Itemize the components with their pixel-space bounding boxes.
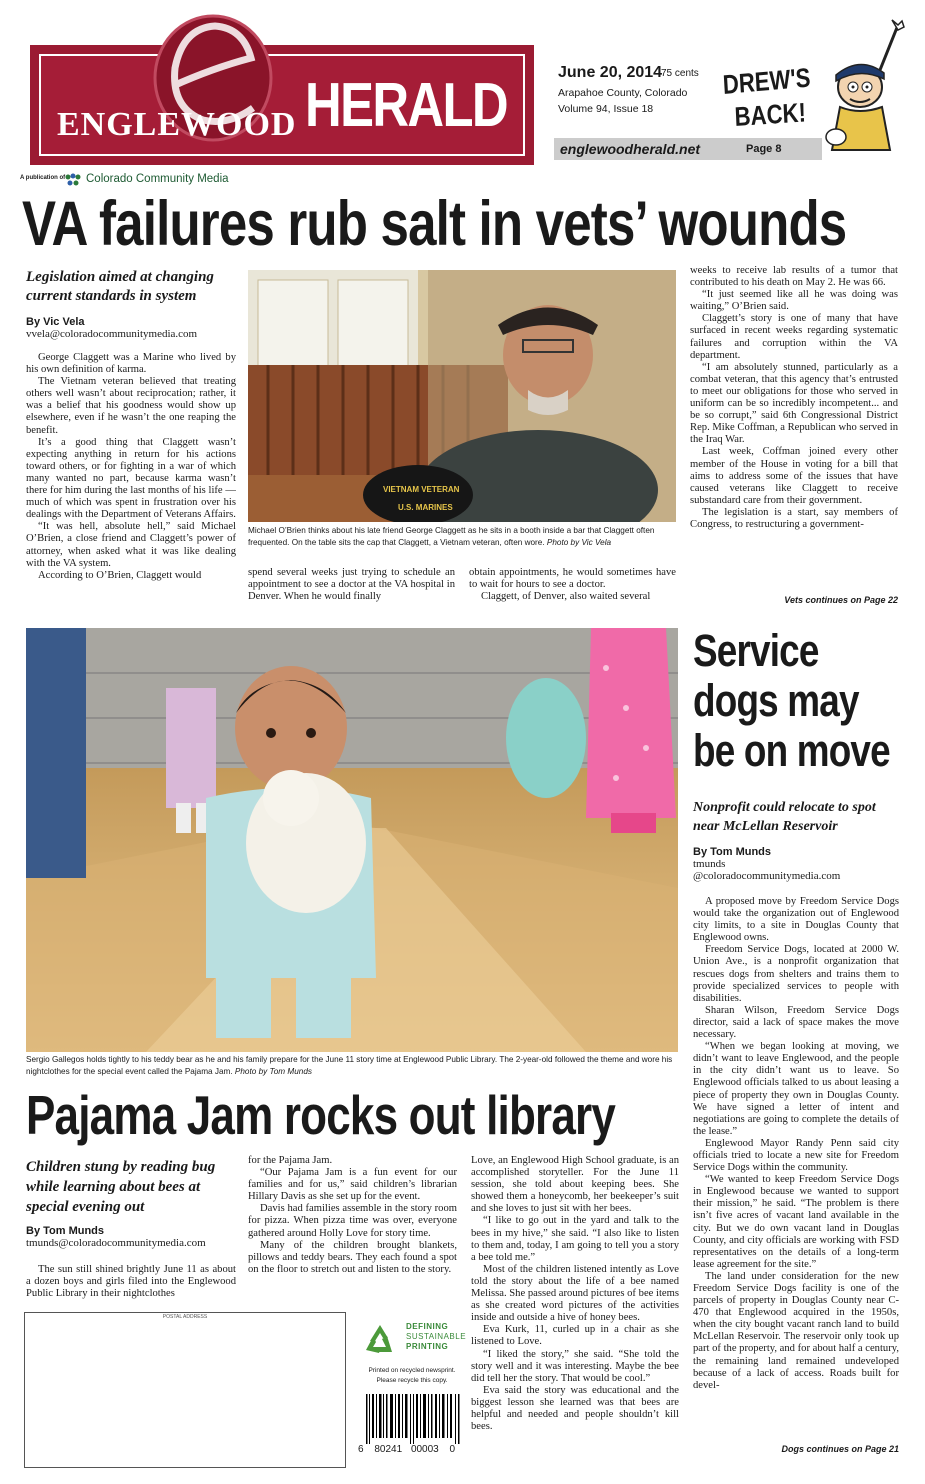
postal-address-box	[24, 1312, 346, 1468]
publisher-name: Colorado Community Media	[86, 173, 229, 185]
website-link[interactable]: englewoodherald.net	[560, 141, 701, 157]
sustain-line3: PRINTING	[406, 1342, 449, 1351]
lead-paragraph: obtain appointments, he would sometimes have to wait for hours to see a doctor.	[469, 567, 676, 591]
lead-paragraph: weeks to receive lab results of a tumor that contributed to his death on May 2. He was 66.	[690, 265, 898, 289]
ccm-logo-icon	[64, 173, 82, 187]
cap-text-1: VIETNAM VETERAN	[383, 485, 460, 494]
issue-price: 75 cents	[661, 68, 699, 79]
lead-paragraph: Claggett’s story is one of many that have surfaced in recent weeks regarding systematic failures and corruption within the VA department.	[690, 313, 898, 361]
pajama-paragraph: Love, an Englewood High School graduate, is an accomplished storyteller. For the June 11 session, she told about keeping bees. She showed them a honeycomb, her beekeeper’s suit and she loves to just sit with her bees.	[471, 1155, 679, 1215]
lead-paragraph: “It just seemed like all he was doing was waiting,” O’Brien said.	[690, 289, 898, 313]
cartoon-character-icon	[820, 15, 915, 155]
sustain-line2: SUSTAINABLE	[406, 1332, 467, 1341]
pajama-paragraph: Many of the children brought blankets, pillows and teddy bears. They each found a spot on the floor to stretch out and listen to the story.	[248, 1239, 457, 1275]
masthead-banner	[30, 45, 534, 165]
publication-of-label: A publication of	[20, 175, 66, 181]
lead-col4	[690, 265, 898, 577]
pajama-col2	[248, 1155, 457, 1305]
lead-photo-caption: Michael O’Brien thinks about his late friend George Claggett as he sits in a booth inside a bar that Claggett often frequented. On the table sits the cap that Claggett, a Vietnam veteran, often wore.	[248, 526, 655, 547]
lead-paragraph: The legislation is a start, say members of Congress, to restructuring a government-	[690, 506, 898, 530]
masthead-name-left: ENGLEWOOD	[57, 106, 297, 143]
pajama-paragraph: Davis had families assemble in the story room for pizza. When pizza time was over, everyone gathered around Holly Love for story time.	[248, 1203, 457, 1239]
lead-photo	[248, 270, 676, 522]
pajama-photo-credit: Photo by Tom Munds	[234, 1067, 312, 1076]
pajama-paragraph: Eva said the story was educational and the biggest lesson she learned was that bees are helpful and needed and people shouldn’t kill bees.	[471, 1384, 679, 1433]
lead-photo-credit: Photo by Vic Vela	[546, 538, 612, 547]
dogs-paragraph: Freedom Service Dogs, located at 2000 W. Union Ave., is a nonprofit organization that rescues dogs from shelters and trains them to provide specialized services to people with disabilities.	[693, 944, 899, 1004]
barcode	[366, 1394, 462, 1444]
pajama-deck: Children stung by reading bug while learning about bees at special evening out	[26, 1159, 216, 1215]
dogs-paragraph: Sharan Wilson, Freedom Service Dogs director, said a lack of space makes the move necessary.	[693, 1004, 899, 1041]
issue-location: Arapahoe County, Colorado	[558, 87, 688, 99]
recycled-line2: Please recycle this copy.	[376, 1377, 448, 1384]
lead-email[interactable]: vvela@coloradocommunitymedia.com	[26, 328, 198, 340]
lead-paragraph: George Claggett was a Marine who lived by his own definition of karma.	[26, 352, 236, 376]
dogs-paragraph: Englewood Mayor Randy Penn said city officials tried to locate a new site for Freedom Service Dogs within the community.	[693, 1137, 899, 1174]
lead-paragraph: “I am absolutely stunned, particularly as a combat veteran, that this agency that’s entrusted to meet our obligations for those who served in uniform can be so incredibly incompetent... and be so corrupt,” said 6th Congressional District Rep. Mike Coffman, a Republican who served in the Iraq War.	[690, 361, 898, 446]
lead-paragraph: Claggett, of Denver, also waited several	[481, 591, 651, 603]
pajama-col1	[26, 1264, 236, 1304]
recycle-icon	[362, 1322, 398, 1356]
dogs-paragraph: “When we began looking at moving, we didn’t want to leave Englewood, and the people in the city didn’t want us to leave. So Englewood officials talked to us about leasing a piece of property they own in Douglas County. We have signed a letter of intent and negotiations are going to complete the details of the lease.”	[693, 1041, 899, 1137]
promo-page: Page 8	[746, 143, 782, 155]
pajama-paragraph: “Our Pajama Jam is a fun event for our families and for us,” said children’s librarian Hillary Davis as she set up for the event.	[248, 1167, 457, 1203]
dogs-headline-line: be on move	[693, 725, 890, 776]
promo-line1: DREW'S	[722, 62, 812, 100]
barcode-mid1: 80241	[374, 1444, 403, 1455]
lead-col1	[26, 352, 236, 610]
dogs-paragraph: A proposed move by Freedom Service Dogs would take the organization out of Englewood city limits, to a site in Douglas County that Englewood owns.	[693, 896, 899, 944]
pajama-paragraph: “I like to go out in the yard and talk to the bees in my hive,” she said. “I also like to listen to them and, today, I am going to tell you a story a bee told me.”	[471, 1215, 679, 1263]
lead-deck: Legislation aimed at changing current standards in system	[26, 269, 214, 304]
website-bar[interactable]	[554, 138, 822, 160]
postal-address-label: POSTAL ADDRESS	[162, 1314, 208, 1320]
masthead-name-right: HERALD	[305, 71, 507, 140]
lead-col2	[248, 567, 455, 607]
pajama-col3	[471, 1155, 679, 1455]
sustain-line1: DEFINING	[406, 1322, 449, 1331]
lead-paragraph: The Vietnam veteran believed that treating others well wasn’t about reciprocation; rather, it was a belief that his goodness would show up elsewhere, even if he wasn’t the one reaping the benefit.	[26, 376, 236, 436]
lead-paragraph: spend several weeks just trying to schedule an appointment to see a doctor at the VA hospital in Denver. When he would finally	[248, 567, 455, 603]
lead-col3	[469, 567, 676, 607]
dogs-headline-line: Service	[693, 625, 819, 676]
dogs-body	[693, 896, 899, 1428]
promo-line2: BACK!	[734, 97, 807, 132]
pajama-paragraph: “I liked the story,” she said. “She told the story well and it was interesting. Maybe the bee did tell her the story. That would be cool.”	[471, 1348, 679, 1384]
pajama-photo-caption: Sergio Gallegos holds tightly to his teddy bear as he and his family prepare for the June 11 story time at Englewood Public Library. The 2-year-old followed the theme and wore his nightclothes for the special event called the Pajama Jam.	[26, 1055, 673, 1076]
dogs-deck: Nonprofit could relocate to spot near McLellan Reservoir	[693, 800, 876, 834]
dogs-email-line1: tmunds	[693, 858, 726, 870]
recycled-line1: Printed on recycled newsprint.	[368, 1367, 456, 1374]
barcode-left: 6	[358, 1444, 364, 1455]
pajama-paragraph: Eva Kurk, 11, curled up in a chair as she listened to Love.	[471, 1324, 679, 1348]
lead-byline: By Vic Vela	[26, 316, 85, 328]
lead-paragraph: It’s a good thing that Claggett wasn’t expecting anything in return for his actions toward others, or for fighting in a war of which many wanted no part, because karma wasn’t there for him during the last months of his life — much of which was spent in frustration over his dealings with the Department of Veterans Affairs.	[26, 436, 236, 521]
lead-headline: VA failures rub salt in vets’ wounds	[22, 189, 847, 259]
dogs-paragraph: The land under consideration for the new Freedom Service Dogs facility is one of the parcels of property in Douglas County near C-470 that Englewood acquired in the 1950s, when the city bought vacant ranch land to build McLellan Reservoir. The reservoir only took up part of the property, and for about half a century, the remaining land remained undeveloped because of a lack of access. Roads built for devel-	[693, 1270, 899, 1391]
dogs-paragraph: “We wanted to keep Freedom Service Dogs in Englewood because we wanted to support their mission,” he said. “The problem is there isn’t five acres of vacant land available in the city. But we do own vacant land in Douglas County, and city officials are working with FSD representatives on the details of a long-term lease agreement for the site.”	[693, 1174, 899, 1270]
lead-jump-line[interactable]: Vets continues on Page 22	[784, 595, 898, 605]
lead-paragraph: Last week, Coffman joined every other member of the House in voting for a bill that aims to address some of the issues that have caused veterans like Claggett to receive substandard care from their government.	[690, 446, 898, 506]
drews-back-promo[interactable]	[716, 62, 826, 140]
issue-date: June 20, 2014	[558, 64, 663, 81]
issue-volume: Volume 94, Issue 18	[558, 103, 654, 115]
pajama-paragraph: for the Pajama Jam.	[248, 1155, 333, 1166]
dogs-headline-line: dogs may	[693, 675, 859, 726]
dogs-jump-line[interactable]: Dogs continues on Page 21	[781, 1444, 899, 1454]
pajama-email[interactable]: tmunds@coloradocommunitymedia.com	[26, 1237, 206, 1249]
sustainable-printing-box	[356, 1314, 468, 1464]
pajama-paragraph: The sun still shined brightly June 11 as about a dozen boys and girls filed into the Englewood Public Library in their nightclothes	[26, 1264, 236, 1300]
lead-paragraph: According to O’Brien, Claggett would	[38, 569, 202, 581]
cap-text-2: U.S. MARINES	[398, 503, 453, 512]
dogs-byline: By Tom Munds	[693, 846, 772, 858]
barcode-mid2: 00003	[410, 1444, 439, 1455]
pajama-paragraph: Most of the children listened intently as Love told the story about the life of a bee named Melissa. She passed around pictures of bee items as she created word pictures of the activities inside and outside a hive of honey bees.	[471, 1263, 679, 1324]
lead-paragraph: “It was hell, absolute hell,” said Michael O’Brien, a close friend and Claggett’s power of attorney, when asked what it was like dealing with the VA system.	[26, 521, 236, 569]
pajama-headline: Pajama Jam rocks out library	[26, 1084, 616, 1146]
pajama-byline: By Tom Munds	[26, 1225, 105, 1237]
barcode-right: 0	[449, 1444, 456, 1455]
dogs-email-line2[interactable]: @coloradocommunitymedia.com	[693, 870, 841, 882]
pajama-photo	[26, 628, 678, 1052]
